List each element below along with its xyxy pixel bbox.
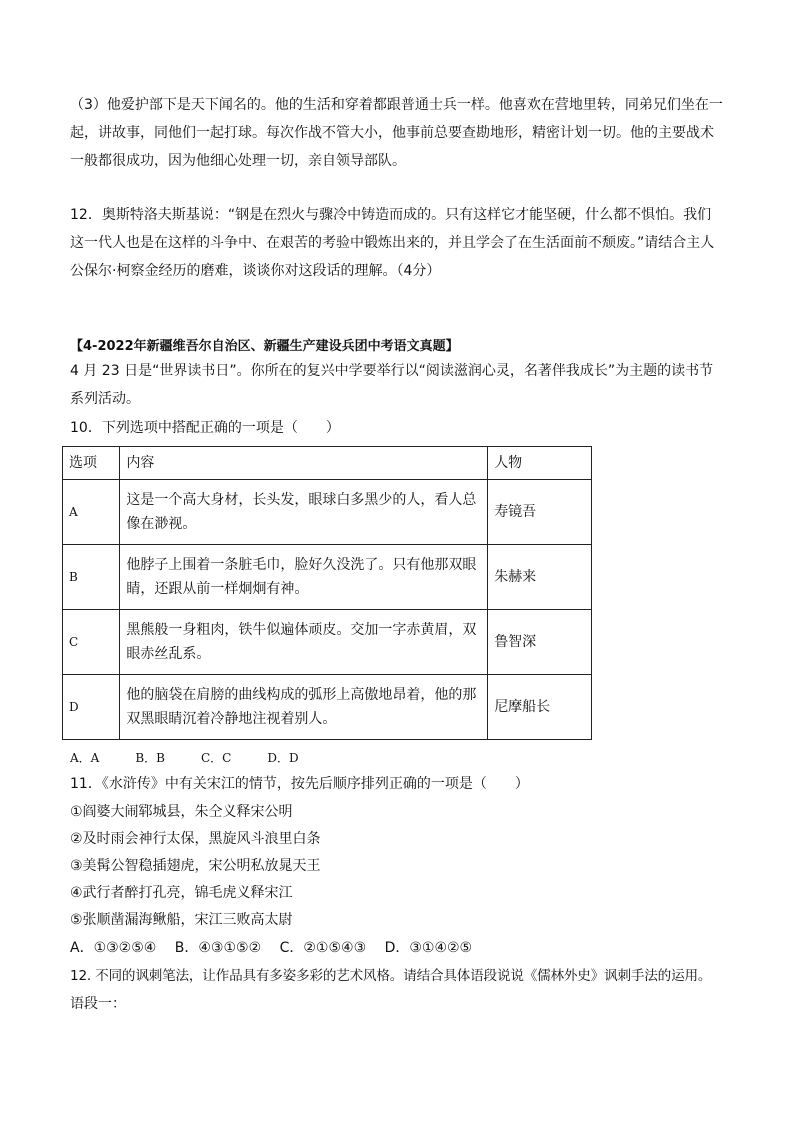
matching-table: [62, 446, 592, 740]
table-row: [63, 480, 592, 545]
question-11-stem: 11．《水浒传》中有关宋江的情节，按先后顺序排列正确的一项是（ ）: [70, 776, 529, 792]
row-content: [120, 480, 488, 545]
question-12-sub-label: 语段一：: [70, 996, 126, 1012]
row-option: C: [63, 610, 120, 675]
row-option: A: [63, 480, 120, 545]
paragraph-3-line-2: 起，讲故事，同他们一起打球。每次作战不管大小，他事前总要查勘地形，精密计划一切。他的主要战术: [70, 125, 714, 141]
row-content: [120, 610, 488, 675]
header-option: 选项: [63, 447, 120, 480]
intro-line-2: 系列活动。: [70, 391, 140, 407]
question-11-answers: A．①③②⑤④ B．④③①⑤② C．②①⑤④③ D．③①④②⑤: [70, 940, 473, 956]
question-11-item: ④武行者醉打孔亮，锦毛虎义释宋江: [70, 885, 293, 901]
table-row: [63, 675, 592, 740]
row-content: [120, 545, 488, 610]
row-content-line: 这是一个高大身材，长头发，眼球白多黑少的人，看人总: [126, 492, 477, 508]
row-content: [120, 675, 488, 740]
table-row: [63, 545, 592, 610]
question-11-item: ③美髯公智稳插翅虎，宋公明私放晁天王: [70, 858, 321, 874]
paragraph-3-line-3: 一般都很成功，因为他细心处理一切，亲自领导部队。: [70, 153, 406, 169]
row-content-line: 黑熊般一身粗肉，铁牛似遍体顽皮。交加一字赤黄眉，双: [126, 622, 477, 638]
question-12-line-3: 公保尔·柯察金经历的磨难，谈谈你对这段话的理解。（4分）: [70, 263, 441, 279]
question-11-item: ②及时雨会神行太保，黑旋风斗浪里白条: [70, 831, 321, 847]
table-header-row: [63, 447, 592, 480]
table-row: [63, 610, 592, 675]
paragraph-3-line-1: （3）他爱护部下是天下闻名的。他的生活和穿着都跟普通士兵一样。他喜欢在营地里转，同弟兄们坐在一: [70, 97, 723, 113]
header-person: 人物: [488, 447, 592, 480]
row-content-line: 睛，还跟从前一样炯炯有神。: [126, 581, 309, 597]
question-12-stem: 12. 不同的讽刺笔法，让作品具有多姿多彩的艺术风格。请结合具体语段说说《儒林外史》讽刺手法的运用。: [70, 968, 712, 984]
question-10-answers: A．A B．B C．C D．D: [70, 751, 299, 765]
row-option: B: [63, 545, 120, 610]
row-content-line: 双黑眼睛沉着冷静地注视着别人。: [126, 711, 337, 727]
row-person: 朱赫来: [488, 545, 592, 610]
question-12-line-1: 12．奥斯特洛夫斯基说：“钢是在烈火与骤冷中铸造而成的。只有这样它才能坚硬，什么都不惧怕。我们: [70, 207, 712, 223]
intro-line-1: 4 月 23 日是“世界读书日”。你所在的复兴中学要举行以“阅读滋润心灵，名著伴我成长”为主题的读书节: [70, 363, 714, 379]
row-content-line: 他脖子上围着一条脏毛巾，脸好久没洗了。只有他那双眼: [126, 557, 477, 573]
question-10-stem: 10．下列选项中搭配正确的一项是（ ）: [70, 420, 340, 436]
row-person: 尼摩船长: [488, 675, 592, 740]
question-12-line-2: 这一代人也是在这样的斗争中、在艰苦的考验中锻炼出来的，并且学会了在生活面前不颓废。”请结合主人: [70, 235, 715, 251]
row-option: D: [63, 675, 120, 740]
row-content-line: 像在渺视。: [126, 516, 197, 532]
row-content-line: 他的脑袋在肩膀的曲线构成的弧形上高傲地昂着，他的那: [126, 687, 477, 703]
question-11-item: ①阎婆大闹郓城县，朱仝义释宋公明: [70, 804, 293, 820]
exam-source-heading: 【4-2022年新疆维吾尔自治区、新疆生产建设兵团中考语文真题】: [70, 339, 459, 354]
header-content: 内容: [120, 447, 488, 480]
row-content-line: 眼赤丝乱系。: [126, 646, 211, 662]
row-person: 寿镜吾: [488, 480, 592, 545]
row-person: 鲁智深: [488, 610, 592, 675]
question-11-item: ⑤张顺凿漏海鳅船，宋江三败高太尉: [70, 912, 293, 928]
